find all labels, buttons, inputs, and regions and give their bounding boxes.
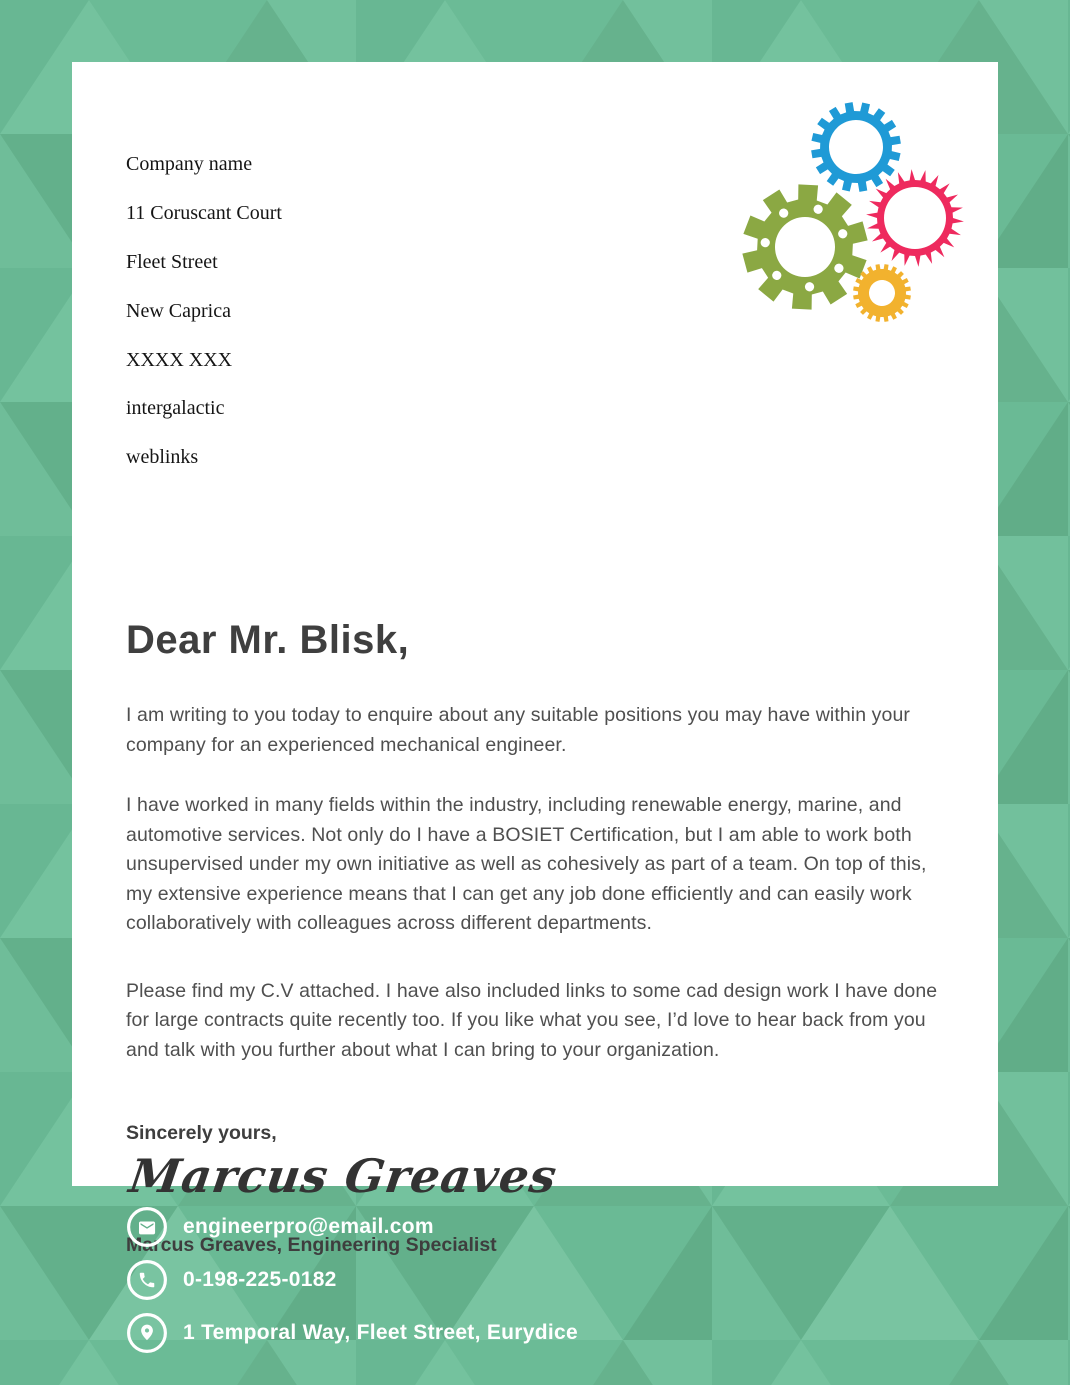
email-text[interactable]: engineerpro@email.com (183, 1215, 434, 1238)
company-line: New Caprica (126, 299, 231, 322)
company-line: 11 Coruscant Court (126, 202, 282, 225)
gear-blue-icon (805, 96, 907, 198)
contact-footer (126, 1206, 578, 1365)
company-line: Company name (126, 153, 253, 176)
contact-row-phone (126, 1259, 578, 1301)
paragraph: I am writing to you today to enquire about any suitable positions you may have within your company for an experienced mechanical engineer. (126, 704, 911, 756)
closing-line: Sincerely yours, (126, 1122, 277, 1145)
email-icon (126, 1206, 168, 1248)
company-line: weblinks (126, 446, 199, 469)
paragraph: Please find my C.V attached. I have also included links to some cad design work I have done for large contracts quite recently too. If you like what you see, I’d love to hear back from you and talk with you further about what I can bring to your organization. (126, 979, 938, 1061)
paragraph: I have worked in many fields within the industry, including renewable energy, marine, and automotive services. Not only do I have a BOSIET Certification, but I am able to work both unsupervised under my own initiative as well as cohesively as part of a team. On top of this, my extensive experience means that I can get any job done efficiently and can easily work collaboratively with colleagues across different departments. (126, 794, 927, 935)
signature-name-title: Marcus Greaves, Engineering Specialist (126, 1234, 497, 1257)
phone-icon (126, 1259, 168, 1301)
company-line: Fleet Street (126, 251, 218, 274)
letter-body (126, 701, 944, 1065)
address-text[interactable]: 1 Temporal Way, Fleet Street, Eurydice (183, 1321, 578, 1344)
location-icon (126, 1312, 168, 1354)
company-line: XXXX XXX (126, 348, 233, 371)
gear-green-icon (740, 172, 880, 321)
company-line: intergalactic (126, 397, 225, 420)
salutation-heading: Dear Mr. Blisk, (126, 618, 410, 663)
contact-row-email (126, 1206, 578, 1248)
gears-logo (740, 85, 990, 335)
contact-row-address (126, 1312, 578, 1354)
signature-script: Marcus Greaves (126, 1149, 561, 1204)
phone-text[interactable]: 0-198-225-0182 (183, 1268, 337, 1291)
